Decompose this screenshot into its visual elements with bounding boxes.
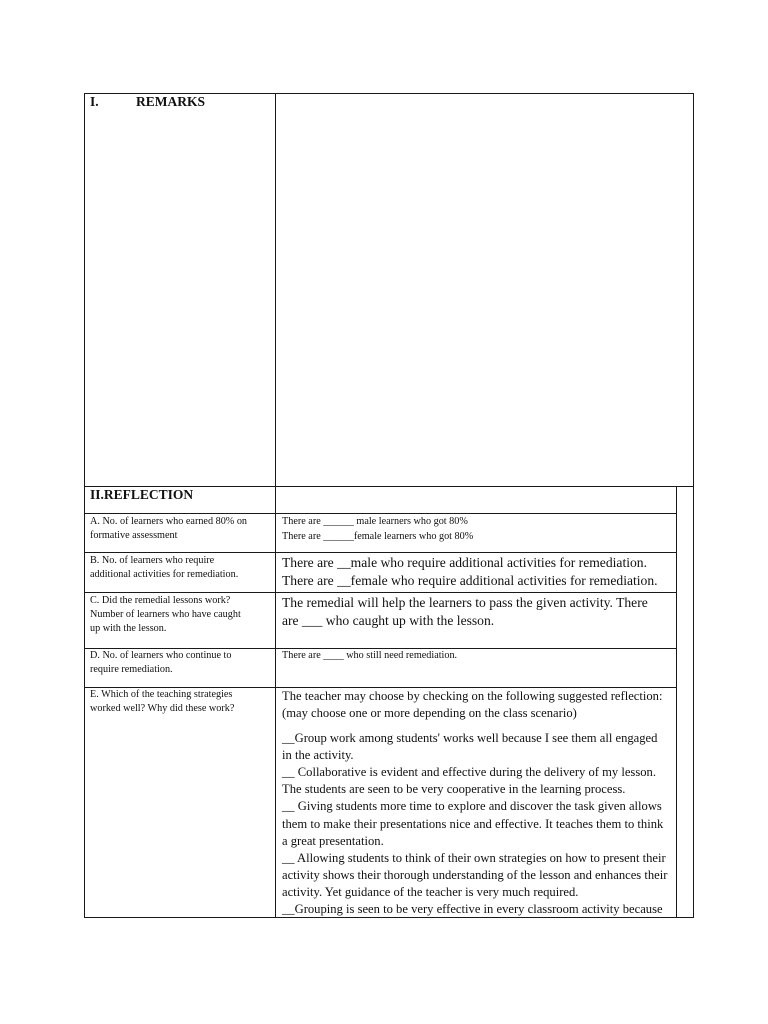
row-e-item-line: activity shows their thorough understanding of the lesson and enhances their [282, 868, 668, 882]
row-e-item-line: a great presentation. [282, 834, 384, 848]
row-a-question-line-1: A. No. of learners who earned 80% on [90, 516, 248, 527]
reflection-title: II.REFLECTION [90, 487, 194, 502]
row-e-item-line: activity. Yet guidance of the teacher is very much required. [282, 885, 579, 899]
column-divider [275, 93, 276, 918]
row-e-question-line-1: E. Which of the teaching strategies [90, 689, 233, 700]
remarks-numeral: I. [90, 94, 99, 109]
row-e-item-line: __ Collaborative is evident and effective during the delivery of my lesson. [282, 765, 656, 779]
table-border-bottom [84, 917, 694, 918]
row-e-item-line: in the activity. [282, 748, 354, 762]
table-border-right [693, 93, 694, 918]
row-e-intro-line-1: The teacher may choose by checking on the following suggested reflection: [282, 689, 663, 703]
row-c-question-line-3: up with the lesson. [90, 623, 167, 634]
remarks-title: REMARKS [136, 94, 206, 109]
row-a-answer-line-1: There are ______ male learners who got 80% [282, 516, 468, 527]
row-c-answer-line-2: are ___ who caught up with the lesson. [282, 613, 495, 628]
row-line-reflection-title-bottom [84, 513, 677, 514]
row-e-item-line: The students are seen to be very cooperative in the learning process. [282, 782, 626, 796]
row-d-question-line-1: D. No. of learners who continue to [90, 650, 232, 661]
row-d-answer-line-1: There are ____ who still need remediation. [282, 650, 458, 661]
row-line-b-bottom [84, 592, 677, 593]
row-c-question-line-1: C. Did the remedial lessons work? [90, 595, 231, 606]
row-c-answer-line-1: The remedial will help the learners to pass the given activity. There [282, 595, 648, 610]
row-a-answer-line-2: There are ______female learners who got 80% [282, 531, 474, 542]
row-a-question-line-2: formative assessment [90, 530, 178, 541]
row-e-item-line: __ Giving students more time to explore and discover the task given allows [282, 799, 662, 813]
row-d-question-line-2: require remediation. [90, 664, 173, 675]
row-e-item-line: __Grouping is seen to be very effective in every classroom activity because [282, 902, 663, 916]
row-b-question-line-1: B. No. of learners who require [90, 555, 215, 566]
row-b-question-line-2: additional activities for remediation. [90, 569, 239, 580]
row-e-item-line: __ Allowing students to think of their own strategies on how to present their [282, 851, 666, 865]
row-e-question-line-2: worked well? Why did these work? [90, 703, 235, 714]
row-line-a-bottom [84, 552, 677, 553]
row-c-question-line-2: Number of learners who have caught [90, 609, 241, 620]
row-e-item-line: __Group work among students' works well because I see them all engaged [282, 731, 658, 745]
row-b-answer-line-1: There are __male who require additional activities for remediation. [282, 555, 647, 570]
row-e-intro-line-2: (may choose one or more depending on the class scenario) [282, 706, 577, 720]
row-e-item-line: them to make their presentations nice and effective. It teaches them to think [282, 817, 664, 831]
table-border-left [84, 93, 85, 918]
row-b-answer-line-2: There are __female who require additional activities for remediation. [282, 573, 658, 588]
